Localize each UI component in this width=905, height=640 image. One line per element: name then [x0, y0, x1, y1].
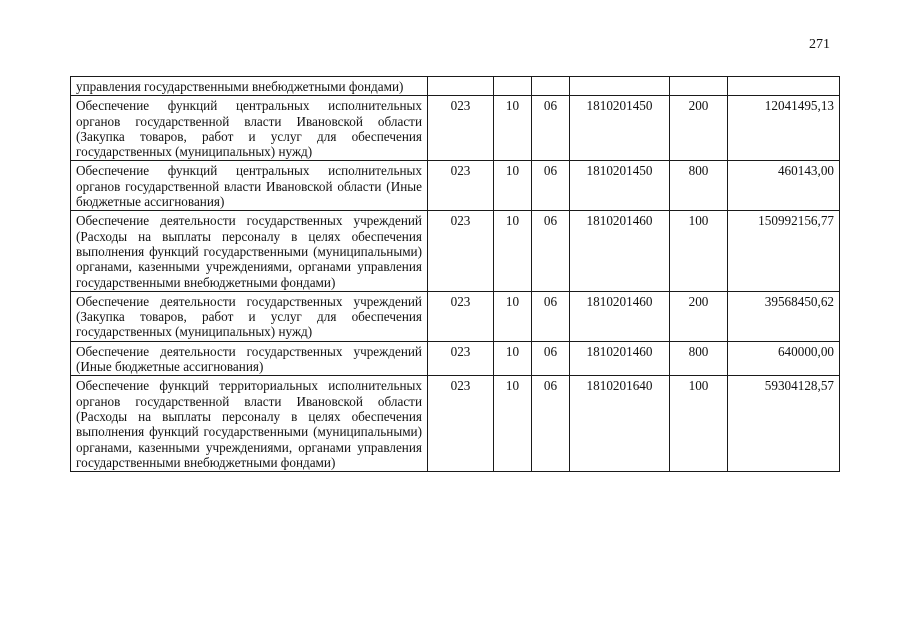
grbs-code-cell: 023	[428, 341, 494, 376]
target-article-cell: 1810201460	[570, 341, 670, 376]
target-article-cell	[570, 77, 670, 96]
grbs-code-cell	[428, 77, 494, 96]
expense-type-cell: 100	[670, 211, 728, 291]
amount-cell: 59304128,57	[728, 376, 840, 472]
page-number: 271	[809, 37, 830, 52]
row-description: Обеспечение деятельности государственных учреждений (Иные бюджетные ассигнования)	[71, 341, 428, 376]
section-code-cell: 10	[494, 291, 532, 341]
grbs-code-cell: 023	[428, 376, 494, 472]
section-code-cell: 10	[494, 211, 532, 291]
subsection-code-cell: 06	[532, 341, 570, 376]
section-code-cell: 10	[494, 161, 532, 211]
row-description: Обеспечение функций территориальных исполнительных органов государственной власти Ивановской области (Расходы на выплаты персоналу в целях обеспечения выполнения функций государственными (муниципальными) органами, казенными учреждениями, органами управления государственными внебюджетными фондами)	[71, 376, 428, 472]
section-code-cell	[494, 77, 532, 96]
table-row	[71, 341, 840, 376]
section-code-cell: 10	[494, 96, 532, 161]
table-row	[71, 161, 840, 211]
row-description: управления государственными внебюджетными фондами)	[71, 77, 428, 96]
amount-cell: 39568450,62	[728, 291, 840, 341]
amount-cell: 640000,00	[728, 341, 840, 376]
budget-table	[70, 76, 840, 472]
target-article-cell: 1810201450	[570, 96, 670, 161]
subsection-code-cell: 06	[532, 96, 570, 161]
target-article-cell: 1810201460	[570, 291, 670, 341]
amount-cell: 150992156,77	[728, 211, 840, 291]
amount-cell: 460143,00	[728, 161, 840, 211]
target-article-cell: 1810201640	[570, 376, 670, 472]
table-row	[71, 96, 840, 161]
grbs-code-cell: 023	[428, 211, 494, 291]
expense-type-cell	[670, 77, 728, 96]
target-article-cell: 1810201450	[570, 161, 670, 211]
row-description: Обеспечение функций центральных исполнительных органов государственной власти Ивановской области (Закупка товаров, работ и услуг для обеспечения государственных (муниципальных) нужд)	[71, 96, 428, 161]
amount-cell: 12041495,13	[728, 96, 840, 161]
section-code-cell: 10	[494, 341, 532, 376]
expense-type-cell: 800	[670, 161, 728, 211]
target-article-cell: 1810201460	[570, 211, 670, 291]
expense-type-cell: 800	[670, 341, 728, 376]
expense-type-cell: 200	[670, 96, 728, 161]
row-description: Обеспечение деятельности государственных учреждений (Закупка товаров, работ и услуг для обеспечения государственных (муниципальных) нужд)	[71, 291, 428, 341]
expense-type-cell: 200	[670, 291, 728, 341]
grbs-code-cell: 023	[428, 161, 494, 211]
subsection-code-cell: 06	[532, 211, 570, 291]
amount-cell	[728, 77, 840, 96]
row-description: Обеспечение деятельности государственных учреждений (Расходы на выплаты персоналу в целях обеспечения выполнения функций государственными (муниципальными) органами, казенными учреждениями, органами управления государственными внебюджетными фондами)	[71, 211, 428, 291]
subsection-code-cell: 06	[532, 161, 570, 211]
subsection-code-cell: 06	[532, 291, 570, 341]
expense-type-cell: 100	[670, 376, 728, 472]
grbs-code-cell: 023	[428, 96, 494, 161]
grbs-code-cell: 023	[428, 291, 494, 341]
subsection-code-cell: 06	[532, 376, 570, 472]
row-description: Обеспечение функций центральных исполнительных органов государственной власти Ивановской области (Иные бюджетные ассигнования)	[71, 161, 428, 211]
section-code-cell: 10	[494, 376, 532, 472]
table-row	[71, 77, 840, 96]
table-row	[71, 291, 840, 341]
table-row	[71, 376, 840, 472]
table-row	[71, 211, 840, 291]
subsection-code-cell	[532, 77, 570, 96]
